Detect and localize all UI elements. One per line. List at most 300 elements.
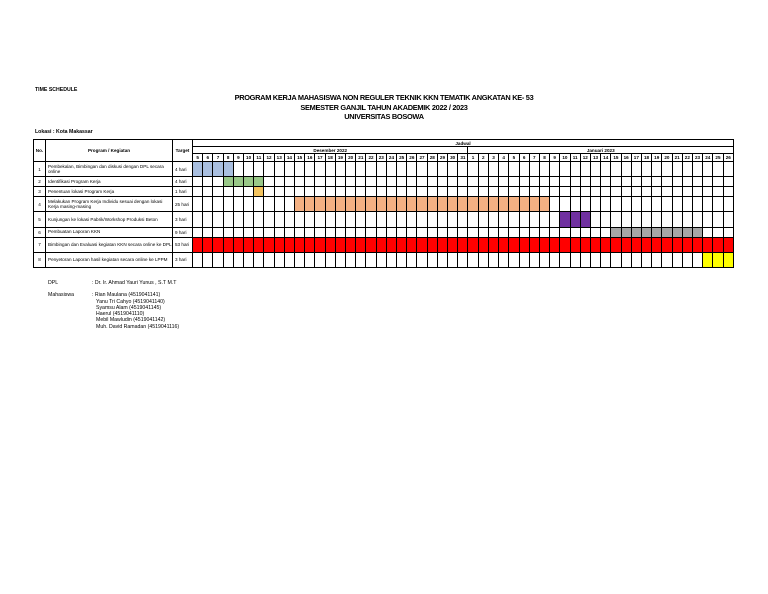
schedule-cell	[478, 187, 488, 197]
task-target: 9 hari	[173, 227, 193, 237]
gantt-bar-cell	[662, 227, 672, 237]
schedule-cell	[335, 212, 345, 227]
schedule-cell	[713, 212, 723, 227]
task-number: 4	[34, 197, 46, 212]
gantt-bar-cell	[346, 197, 356, 212]
schedule-cell	[244, 252, 254, 267]
schedule-cell	[723, 162, 733, 177]
gantt-bar-cell	[723, 252, 733, 267]
schedule-cell	[203, 252, 213, 267]
schedule-cell	[233, 212, 243, 227]
schedule-cell	[254, 227, 264, 237]
task-row	[34, 227, 734, 237]
schedule-cell	[560, 197, 570, 212]
day-header: 12	[580, 154, 590, 162]
schedule-cell	[407, 227, 417, 237]
schedule-cell	[672, 197, 682, 212]
schedule-cell	[315, 227, 325, 237]
gantt-bar-cell	[652, 237, 662, 252]
schedule-cell	[233, 187, 243, 197]
schedule-cell	[305, 187, 315, 197]
task-target: 4 hari	[173, 177, 193, 187]
schedule-cell	[641, 187, 651, 197]
day-header: 20	[346, 154, 356, 162]
schedule-cell	[346, 227, 356, 237]
schedule-cell	[631, 197, 641, 212]
gantt-bar-cell	[539, 197, 549, 212]
schedule-cell	[662, 177, 672, 187]
task-target: 4 hari	[173, 162, 193, 177]
gantt-bar-cell	[295, 237, 305, 252]
schedule-cell	[652, 197, 662, 212]
day-header: 22	[682, 154, 692, 162]
task-target: 3 hari	[173, 212, 193, 227]
schedule-cell	[611, 162, 621, 177]
task-target: 1 hari	[173, 187, 193, 197]
schedule-cell	[703, 177, 713, 187]
schedule-cell	[601, 212, 611, 227]
schedule-table	[33, 139, 734, 268]
day-header: 21	[672, 154, 682, 162]
schedule-cell	[376, 252, 386, 267]
day-header: 7	[213, 154, 223, 162]
schedule-cell	[284, 162, 294, 177]
task-target: 25 hari	[173, 197, 193, 212]
schedule-cell	[488, 162, 498, 177]
schedule-cell	[631, 252, 641, 267]
schedule-cell	[274, 162, 284, 177]
gantt-bar-cell	[376, 237, 386, 252]
schedule-cell	[376, 162, 386, 177]
schedule-cell	[682, 197, 692, 212]
task-program: Identifikasi Program Kerja	[46, 177, 173, 187]
schedule-cell	[621, 197, 631, 212]
schedule-cell	[254, 252, 264, 267]
day-header: 15	[295, 154, 305, 162]
gantt-bar-cell	[448, 197, 458, 212]
student-name: Yanu Tri Cahyo (4519041140)	[96, 298, 165, 305]
gantt-bar-cell	[703, 237, 713, 252]
gantt-bar-cell	[692, 237, 702, 252]
schedule-cell	[672, 162, 682, 177]
schedule-cell	[417, 252, 427, 267]
schedule-cell	[590, 227, 600, 237]
task-number: 5	[34, 212, 46, 227]
day-header: 5	[509, 154, 519, 162]
schedule-cell	[631, 212, 641, 227]
schedule-cell	[641, 212, 651, 227]
gantt-bar-cell	[315, 237, 325, 252]
schedule-cell	[713, 227, 723, 237]
gantt-bar-cell	[672, 237, 682, 252]
gantt-bar-cell	[193, 237, 203, 252]
schedule-cell	[427, 252, 437, 267]
header-jadwal: Jadwal	[193, 140, 734, 147]
schedule-cell	[284, 197, 294, 212]
schedule-cell	[315, 187, 325, 197]
student-name: Mebil Mawludin (4519041142)	[96, 317, 166, 324]
day-header: 25	[397, 154, 407, 162]
schedule-cell	[366, 187, 376, 197]
header-no: No.	[34, 140, 46, 162]
schedule-cell	[631, 177, 641, 187]
schedule-cell	[539, 177, 549, 187]
schedule-cell	[672, 212, 682, 227]
day-header: 26	[407, 154, 417, 162]
schedule-cell	[346, 252, 356, 267]
dpl-value: : Dr. Ir. Ahmad Yauri Yunus , S.T M.T	[92, 280, 177, 286]
day-header: 11	[254, 154, 264, 162]
schedule-cell	[631, 187, 641, 197]
schedule-cell	[407, 162, 417, 177]
day-header: 1	[468, 154, 478, 162]
schedule-cell	[621, 177, 631, 187]
task-program: Bimbingan dan Evaluasi kegiatan KKN secara online ke DPL	[46, 237, 173, 252]
schedule-cell	[397, 212, 407, 227]
schedule-cell	[397, 187, 407, 197]
schedule-cell	[539, 212, 549, 227]
gantt-bar-cell	[417, 197, 427, 212]
gantt-bar-cell	[437, 237, 447, 252]
schedule-cell	[417, 162, 427, 177]
schedule-cell	[550, 177, 560, 187]
schedule-cell	[407, 177, 417, 187]
day-header: 10	[244, 154, 254, 162]
gantt-bar-cell	[488, 237, 498, 252]
gantt-bar-cell	[713, 237, 723, 252]
schedule-cell	[213, 197, 223, 212]
task-program: Melakukan Program Kerja Individu sesuai dengan lokasi Kerja masing-masing	[46, 197, 173, 212]
gantt-bar-cell	[356, 197, 366, 212]
task-number: 2	[34, 177, 46, 187]
day-header: 6	[519, 154, 529, 162]
schedule-cell	[570, 162, 580, 177]
schedule-cell	[376, 227, 386, 237]
schedule-cell	[662, 187, 672, 197]
location-label: Lokasi : Kota Makassar	[35, 129, 93, 135]
month-header: Desember 2022	[193, 147, 468, 154]
schedule-cell	[713, 187, 723, 197]
title-line-1: PROGRAM KERJA MAHASISWA NON REGULER TEKNIK KKN TEMATIK ANGKATAN KE- 53	[234, 93, 534, 102]
gantt-bar-cell	[244, 177, 254, 187]
gantt-bar-cell	[223, 162, 233, 177]
schedule-cell	[662, 252, 672, 267]
gantt-bar-cell	[315, 197, 325, 212]
schedule-cell	[703, 227, 713, 237]
task-program: Penentuan lokasi Program Kerja	[46, 187, 173, 197]
schedule-cell	[274, 177, 284, 187]
day-header: 24	[386, 154, 396, 162]
gantt-bar-cell	[499, 237, 509, 252]
gantt-bar-cell	[366, 197, 376, 212]
day-header: 21	[356, 154, 366, 162]
schedule-cell	[295, 252, 305, 267]
schedule-cell	[437, 187, 447, 197]
gantt-bar-cell	[233, 237, 243, 252]
schedule-cell	[611, 197, 621, 212]
schedule-cell	[437, 177, 447, 187]
schedule-cell	[264, 162, 274, 177]
schedule-cell	[509, 252, 519, 267]
student-name: Muh. David Ramadan (4519041116)	[96, 323, 180, 330]
schedule-cell	[539, 252, 549, 267]
day-header: 11	[570, 154, 580, 162]
mahasiswa-row	[48, 292, 272, 330]
task-program: Penyetoran Laporan hasil kegiatan secara online ke LPPM	[46, 252, 173, 267]
schedule-cell	[223, 212, 233, 227]
task-number: 6	[34, 227, 46, 237]
day-header: 8	[539, 154, 549, 162]
gantt-bar-cell	[631, 227, 641, 237]
schedule-cell	[203, 227, 213, 237]
title-line-3: UNIVERSITAS BOSOWA	[344, 112, 424, 121]
schedule-cell	[539, 227, 549, 237]
schedule-cell	[315, 212, 325, 227]
day-header: 22	[366, 154, 376, 162]
schedule-cell	[509, 187, 519, 197]
schedule-cell	[580, 227, 590, 237]
day-header: 19	[335, 154, 345, 162]
schedule-cell	[682, 252, 692, 267]
schedule-cell	[427, 212, 437, 227]
signature-block	[48, 280, 272, 330]
gantt-bar-cell	[499, 197, 509, 212]
schedule-cell	[284, 227, 294, 237]
schedule-cell	[529, 162, 539, 177]
schedule-cell	[284, 177, 294, 187]
schedule-cell	[448, 162, 458, 177]
schedule-cell	[641, 197, 651, 212]
schedule-cell	[488, 227, 498, 237]
day-header: 15	[611, 154, 621, 162]
schedule-cell	[437, 212, 447, 227]
schedule-cell	[448, 212, 458, 227]
day-header: 17	[315, 154, 325, 162]
day-header: 30	[448, 154, 458, 162]
schedule-cell	[397, 177, 407, 187]
schedule-cell	[499, 227, 509, 237]
schedule-cell	[386, 177, 396, 187]
schedule-cell	[274, 187, 284, 197]
gantt-bar-cell	[611, 227, 621, 237]
day-header: 17	[631, 154, 641, 162]
schedule-cell	[652, 252, 662, 267]
schedule-cell	[621, 212, 631, 227]
schedule-cell	[305, 177, 315, 187]
gantt-bar-cell	[274, 237, 284, 252]
schedule-cell	[509, 177, 519, 187]
schedule-cell	[213, 187, 223, 197]
schedule-cell	[509, 212, 519, 227]
gantt-bar-cell	[703, 252, 713, 267]
schedule-cell	[488, 187, 498, 197]
schedule-cell	[305, 162, 315, 177]
task-row	[34, 237, 734, 252]
schedule-cell	[672, 177, 682, 187]
schedule-cell	[509, 162, 519, 177]
schedule-cell	[570, 252, 580, 267]
schedule-cell	[570, 197, 580, 212]
schedule-cell	[254, 212, 264, 227]
gantt-bar-cell	[509, 237, 519, 252]
schedule-cell	[325, 252, 335, 267]
schedule-cell	[458, 252, 468, 267]
day-header: 18	[641, 154, 651, 162]
header-target: Target	[173, 140, 193, 162]
schedule-cell	[611, 252, 621, 267]
task-row	[34, 177, 734, 187]
schedule-cell	[223, 187, 233, 197]
schedule-cell	[590, 187, 600, 197]
schedule-cell	[590, 177, 600, 187]
day-header: 23	[692, 154, 702, 162]
gantt-bar-cell	[580, 237, 590, 252]
schedule-cell	[346, 177, 356, 187]
schedule-cell	[662, 197, 672, 212]
schedule-cell	[264, 187, 274, 197]
schedule-cell	[550, 227, 560, 237]
gantt-bar-cell	[335, 237, 345, 252]
schedule-cell	[448, 177, 458, 187]
schedule-cell	[223, 227, 233, 237]
day-header: 16	[305, 154, 315, 162]
gantt-bar-cell	[641, 237, 651, 252]
schedule-cell	[366, 252, 376, 267]
day-header: 2	[478, 154, 488, 162]
schedule-cell	[335, 227, 345, 237]
schedule-cell	[417, 212, 427, 227]
schedule-cell	[519, 162, 529, 177]
gantt-bar-cell	[346, 237, 356, 252]
header-row-jadwal	[34, 140, 734, 147]
schedule-cell	[325, 187, 335, 197]
day-header: 9	[233, 154, 243, 162]
day-header: 14	[284, 154, 294, 162]
schedule-cell	[417, 227, 427, 237]
schedule-cell	[631, 162, 641, 177]
gantt-bar-cell	[529, 237, 539, 252]
schedule-cell	[193, 197, 203, 212]
title-line-2: SEMESTER GANJIL TAHUN AKADEMIK 2022 / 2023	[300, 102, 468, 112]
schedule-cell	[427, 162, 437, 177]
schedule-cell	[611, 177, 621, 187]
schedule-cell	[550, 197, 560, 212]
day-header: 23	[376, 154, 386, 162]
schedule-cell	[366, 177, 376, 187]
task-target: 3 hari	[173, 252, 193, 267]
schedule-cell	[713, 162, 723, 177]
schedule-cell	[713, 197, 723, 212]
gantt-bar-cell	[590, 237, 600, 252]
task-number: 3	[34, 187, 46, 197]
schedule-cell	[519, 177, 529, 187]
day-header: 7	[529, 154, 539, 162]
gantt-bar-cell	[223, 237, 233, 252]
task-row	[34, 187, 734, 197]
schedule-cell	[723, 187, 733, 197]
gantt-bar-cell	[723, 237, 733, 252]
gantt-bar-cell	[539, 237, 549, 252]
student-name: Haerul (4519041110)	[96, 311, 145, 318]
gantt-bar-cell	[662, 237, 672, 252]
schedule-cell	[692, 197, 702, 212]
gantt-bar-cell	[295, 197, 305, 212]
gantt-bar-cell	[468, 237, 478, 252]
schedule-cell	[723, 177, 733, 187]
day-header: 3	[488, 154, 498, 162]
gantt-bar-cell	[203, 162, 213, 177]
schedule-cell	[692, 177, 702, 187]
schedule-cell	[611, 187, 621, 197]
gantt-bar-cell	[682, 227, 692, 237]
schedule-cell	[468, 227, 478, 237]
task-target: 53 hari	[173, 237, 193, 252]
gantt-bar-cell	[407, 197, 417, 212]
gantt-bar-cell	[478, 197, 488, 212]
schedule-cell	[305, 227, 315, 237]
schedule-cell	[407, 212, 417, 227]
schedule-cell	[417, 187, 427, 197]
schedule-cell	[550, 162, 560, 177]
gantt-bar-cell	[254, 187, 264, 197]
schedule-cell	[203, 197, 213, 212]
schedule-cell	[356, 252, 366, 267]
schedule-cell	[386, 212, 396, 227]
schedule-cell	[499, 212, 509, 227]
gantt-bar-cell	[631, 237, 641, 252]
gantt-bar-cell	[427, 197, 437, 212]
schedule-cell	[335, 252, 345, 267]
schedule-cell	[233, 252, 243, 267]
schedule-cell	[519, 212, 529, 227]
schedule-cell	[662, 162, 672, 177]
schedule-cell	[437, 162, 447, 177]
schedule-cell	[601, 187, 611, 197]
schedule-cell	[397, 227, 407, 237]
schedule-cell	[488, 177, 498, 187]
gantt-bar-cell	[213, 237, 223, 252]
mahasiswa-label: Mahasiswa	[48, 292, 74, 299]
schedule-cell	[305, 252, 315, 267]
gantt-bar-cell	[397, 237, 407, 252]
task-program: Pembekalan, Bimbingan dan diskusi dengan DPL secara online	[46, 162, 173, 177]
schedule-cell	[570, 187, 580, 197]
schedule-cell	[601, 177, 611, 187]
gantt-bar-cell	[478, 237, 488, 252]
schedule-cell	[325, 177, 335, 187]
schedule-cell	[295, 187, 305, 197]
schedule-cell	[723, 197, 733, 212]
schedule-cell	[560, 252, 570, 267]
schedule-cell	[397, 162, 407, 177]
schedule-cell	[692, 187, 702, 197]
gantt-bar-cell	[386, 197, 396, 212]
day-header: 29	[437, 154, 447, 162]
day-header: 16	[621, 154, 631, 162]
schedule-cell	[621, 162, 631, 177]
schedule-cell	[692, 162, 702, 177]
schedule-cell	[682, 177, 692, 187]
schedule-cell	[223, 197, 233, 212]
schedule-cell	[376, 187, 386, 197]
gantt-bar-cell	[213, 162, 223, 177]
schedule-cell	[193, 227, 203, 237]
schedule-cell	[478, 212, 488, 227]
schedule-cell	[203, 212, 213, 227]
gantt-bar-cell	[468, 197, 478, 212]
schedule-cell	[448, 187, 458, 197]
schedule-cell	[458, 227, 468, 237]
